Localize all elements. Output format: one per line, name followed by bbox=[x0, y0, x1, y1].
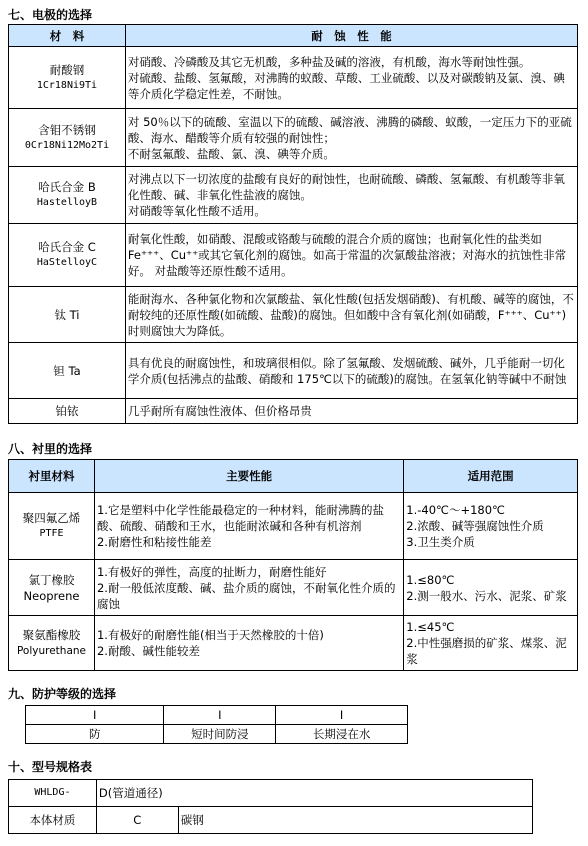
property-line: 1.有极好的弹性，高度的扯断力，耐磨性能好 bbox=[96, 564, 327, 579]
body-material-name: 碳钢 bbox=[178, 807, 532, 834]
range-line: 2.浓酸、碱等强腐蚀性介质 bbox=[406, 519, 544, 533]
property-line: 1.它是塑料中化学性能最稳定的一种材料，能耐沸腾的盐酸、硫酸、硝酸和王水，也能耐浓碱和各种有机溶剂 bbox=[96, 503, 384, 533]
range-line: 1.≤80℃ bbox=[406, 572, 455, 587]
lining-code: Neoprene bbox=[23, 588, 80, 603]
table-row bbox=[9, 780, 533, 807]
lining-name: 聚氨酯橡胶 bbox=[22, 628, 81, 642]
protection-code: I bbox=[26, 706, 164, 725]
property-line: 对硫酸、盐酸、氢氟酸，对沸腾的蚁酸、草酸、工业硫酸、以及对碳酸钠及氯、溴、碘等介质化学稳定性差，不耐蚀。 bbox=[127, 70, 565, 101]
col-corrosion: 耐 蚀 性 能 bbox=[125, 25, 577, 47]
table-row bbox=[9, 47, 578, 109]
table-row bbox=[9, 560, 578, 616]
body-material-label: 本体材质 bbox=[9, 807, 97, 834]
property-line: 对 50％以下的硫酸、室温以下的硫酸、碱溶液、沸腾的磷酸、蚁酸，一定压力下的亚硫酸、海水、醋酸等介质有较强的耐蚀性； bbox=[127, 114, 572, 145]
property-line: 不耐氢氟酸、盐酸、氯、溴、碘等介质。 bbox=[127, 146, 335, 161]
header-row bbox=[9, 460, 578, 493]
material-name: 哈氏合金 B bbox=[38, 180, 96, 194]
material-name: 钛 Ti bbox=[54, 307, 80, 322]
property-line: 几乎耐所有腐蚀性液体、但价格昂贵 bbox=[127, 404, 312, 418]
property-line: 2.耐酸、碱性能较差 bbox=[96, 644, 200, 658]
table-row bbox=[9, 807, 533, 834]
material-code: HaStelloyC bbox=[36, 257, 98, 268]
section-9-title: 九、防护等级的选择 bbox=[8, 687, 117, 701]
range-line: 2.中性强磨损的矿浆、煤浆、泥浆 bbox=[406, 636, 567, 666]
section-8-title: 八、衬里的选择 bbox=[8, 442, 93, 456]
lining-table bbox=[8, 459, 578, 671]
table-row bbox=[9, 493, 578, 560]
table-row bbox=[9, 224, 578, 287]
property-line: 具有优良的耐腐蚀性，和玻璃很相似。除了氢氟酸、发烟硫酸、碱外，几乎能耐一切化学介质(包括沸点的盐酸、硝酸和 175℃以下的硫酸)的腐蚀。在氢氧化钠等碱中不耐蚀 bbox=[127, 355, 567, 386]
lining-code: Polyurethane bbox=[16, 645, 86, 657]
header-row bbox=[9, 25, 578, 47]
table-row bbox=[9, 287, 578, 343]
material-code: HastelloyB bbox=[36, 197, 98, 208]
model-prefix: WHLDG- bbox=[9, 780, 97, 807]
property-line: 能耐海水、各种氯化物和次氯酸盐、氧化性酸(包括发烟硝酸)、有机酸、碱等的腐蚀，不耐较纯的还原性酸(如硫酸、盐酸)的腐蚀。但如酸中含有氧化剂(如硝酸，F⁺⁺⁺、Cu⁺⁺)时则腐蚀大为降低。 bbox=[127, 291, 574, 338]
property-line: 对硝酸等氧化性酸不适用。 bbox=[127, 204, 266, 218]
model-table bbox=[8, 779, 533, 834]
protection-code: I bbox=[164, 706, 276, 725]
col-lining: 衬里材料 bbox=[9, 460, 95, 493]
material-name: 含钼不锈钢 bbox=[38, 122, 96, 137]
electrode-table bbox=[8, 24, 578, 424]
protection-label: 短时间防浸 bbox=[164, 725, 276, 744]
model-diameter: D(管道通径) bbox=[96, 780, 532, 807]
protection-code: I bbox=[276, 706, 408, 725]
material-name: 哈氏合金 C bbox=[38, 240, 96, 254]
range-line: 3.卫生类介质 bbox=[406, 535, 475, 549]
material-name: 耐酸钢 bbox=[49, 62, 85, 77]
property-line: 2.耐一般低浓度酸、碱、盐介质的腐蚀，不耐氧化性介质的腐蚀 bbox=[96, 580, 396, 611]
range-line: 2.测一般水、污水、泥浆、矿浆 bbox=[406, 588, 567, 603]
table-row bbox=[9, 167, 578, 224]
property-line: 2.耐磨性和粘接性能差 bbox=[96, 535, 212, 549]
table-row bbox=[26, 706, 408, 725]
property-line: 对沸点以下一切浓度的盐酸有良好的耐蚀性，也耐硫酸、磷酸、氢氟酸、有机酸等非氧化性酸、碱、非氧化性盐液的腐蚀。 bbox=[127, 172, 565, 202]
col-material: 材 料 bbox=[9, 25, 126, 47]
table-row bbox=[26, 725, 408, 744]
lining-name: 聚四氟乙烯 bbox=[22, 511, 81, 525]
table-row bbox=[9, 399, 578, 424]
protection-label: 长期浸在水 bbox=[276, 725, 408, 744]
property-line: 1.有极好的耐磨性能(相当于天然橡胶的十倍) bbox=[96, 628, 324, 642]
table-row bbox=[9, 109, 578, 167]
material-code: 0Cr18Ni12Mo2Ti bbox=[24, 139, 110, 151]
body-material-code: C bbox=[96, 807, 178, 834]
table-row bbox=[9, 616, 578, 671]
material-name: 铂铱 bbox=[55, 404, 79, 418]
property-line: 耐氧化性酸，如硝酸、混酸或铬酸与硫酸的混合介质的腐蚀；也耐氧化性的盐类如 Fe⁺⁺⁺、Cu⁺⁺或其它氧化剂的腐蚀。如高于常温的次氯酸盐溶液；对海水的抗蚀性非常好。 对盐酸等还原性酸不适用。 bbox=[127, 232, 567, 278]
section-7-title: 七、电极的选择 bbox=[8, 8, 93, 22]
protection-label: 防 bbox=[26, 725, 164, 744]
range-line: 1.≤45℃ bbox=[406, 620, 455, 634]
material-code: 1Cr18Ni9Ti bbox=[36, 79, 98, 91]
section-10-title: 十、型号规格表 bbox=[8, 760, 93, 774]
property-line: 对硝酸、冷磷酸及其它无机酸，多种盐及碱的溶液，有机酸，海水等耐蚀性强。 bbox=[127, 54, 531, 69]
range-line: 1.-40℃～+180℃ bbox=[406, 503, 505, 517]
protection-table bbox=[25, 705, 408, 744]
col-properties: 主要性能 bbox=[94, 460, 403, 493]
material-name: 钽 Ta bbox=[53, 363, 81, 378]
col-range: 适用范围 bbox=[404, 460, 578, 493]
lining-name: 氯丁橡胶 bbox=[28, 572, 75, 587]
table-row bbox=[9, 343, 578, 399]
lining-code: PTFE bbox=[39, 528, 64, 539]
